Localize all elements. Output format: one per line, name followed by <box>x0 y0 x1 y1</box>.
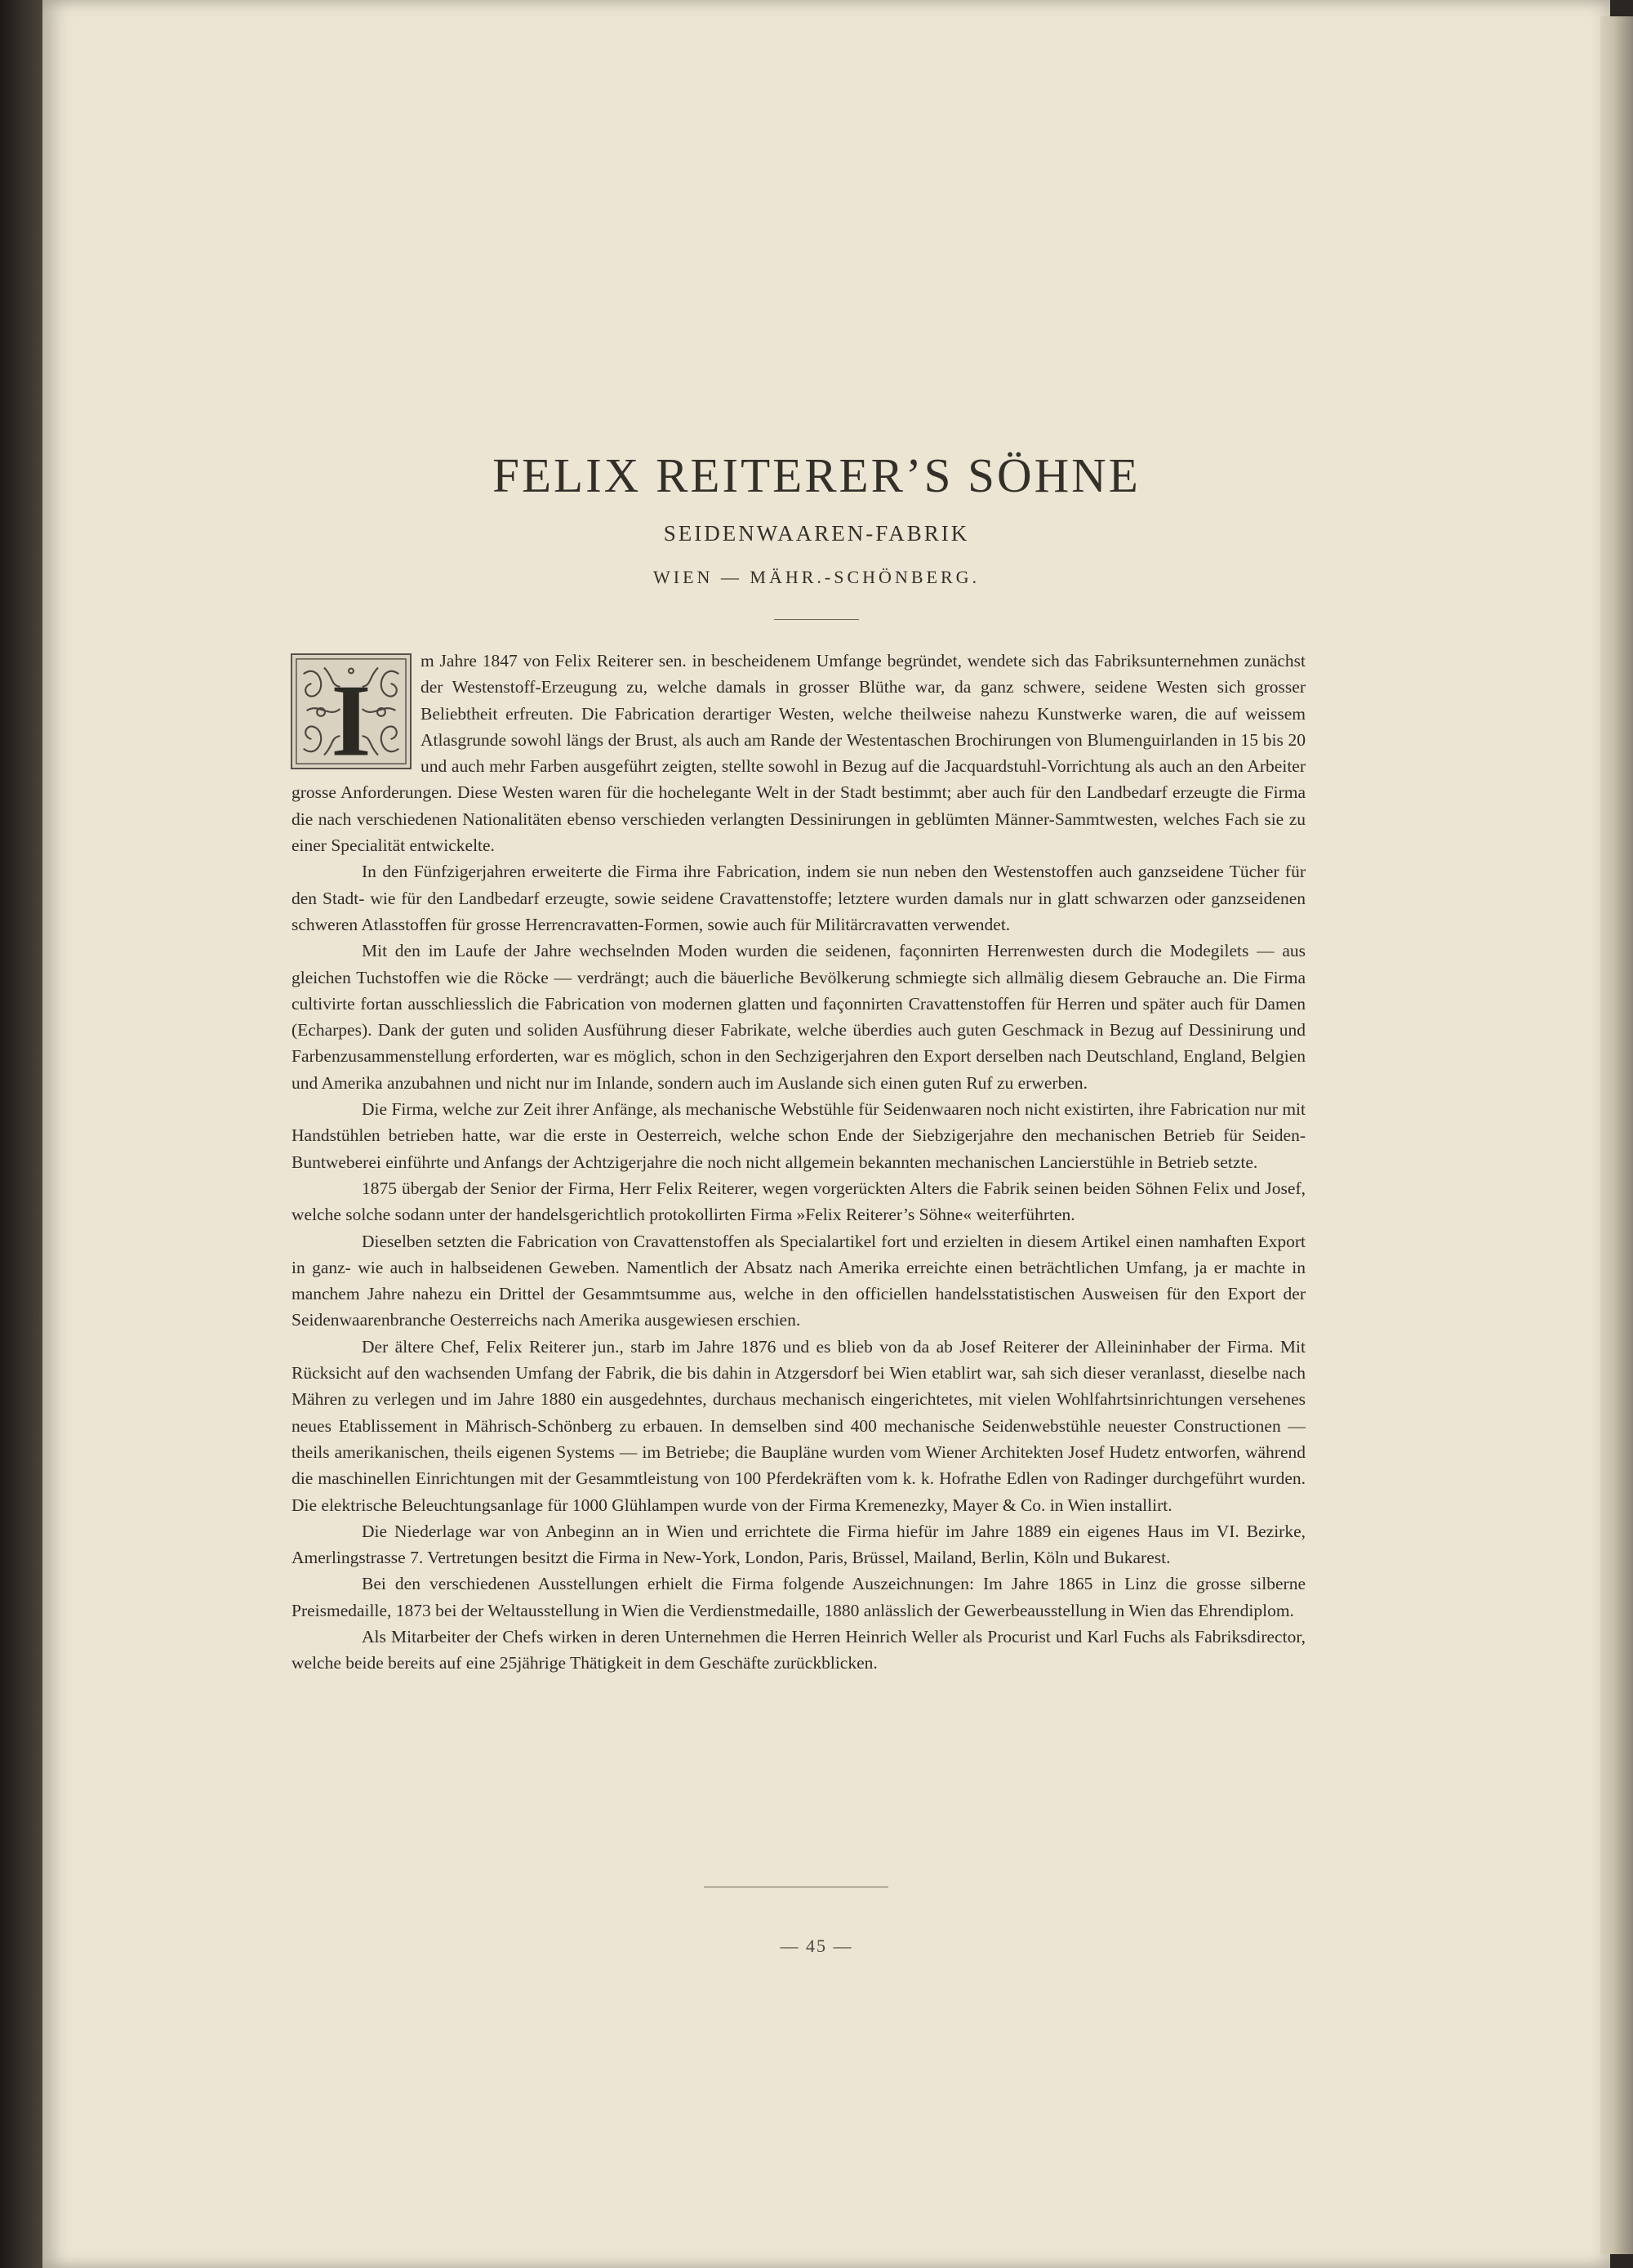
article-body <box>291 648 1306 1677</box>
paragraph-4: Die Firma, welche zur Zeit ihrer Anfänge, als mechanische Webstühle für Seidenwaaren noch nicht existirten, ihre Fabrication nur mit Handstühlen betrieben hatte, war die erste in Oesterreich, welche schon Ende der Siebzigerjahre den mechanischen Betrieb für Seiden-Buntweberei einführte und Anfangs der Achtzigerjahre die noch nicht allgemein bekannten mechanischen Lancierstühle in Betrieb setzte. <box>291 1099 1306 1172</box>
dropcap-space <box>291 648 416 774</box>
paragraph-8: Die Niederlage war von Anbeginn an in Wien und errichtete die Firma hiefür im Jahre 1889 ein eigenes Haus im VI. Bezirke, Amerlingstrasse 7. Vertretungen besitzt die Firma in New-York, London, Paris, Brüssel, Mailand, Berlin, Köln und Bukarest. <box>291 1521 1306 1568</box>
page-edge <box>1600 16 1633 2254</box>
page-title: FELIX REITERER’S SÖHNE <box>492 448 1141 502</box>
location-line: WIEN — MÄHR.-SCHÖNBERG. <box>653 567 980 587</box>
paragraph-3: Mit den im Laufe der Jahre wechselnden Moden wurden die seidenen, façonnirten Herrenwesten durch die Modegilets — aus gleichen Tuchstoffen wie die Röcke — verdrängt; auch die bäuerliche Bevölkerung schmiegte sich allmälig diesem Gebrauche an. Die Firma cultivirte fortan ausschliesslich die Fabrication von modernen glatten und façonnirten Cravattenstoffen für Herren und später auch für Damen (Echarpes). Dank der guten und soliden Ausführung dieser Fabrikate, welche überdies auch guten Geschmack in Bezug auf Dessinirung und Farbenzusammenstellung erforderten, war es möglich, schon in den Sechzigerjahren den Export derselben nach Deutschland, England, Belgien und Amerika anzubahnen und nicht nur im Inlande, sondern auch im Auslande sich einen guten Ruf zu erwerben. <box>291 941 1306 1093</box>
paragraph-6: Dieselben setzten die Fabrication von Cravattenstoffen als Specialartikel fort und erzielten in diesem Artikel einen namhaften Export in ganz- wie auch in halbseidenen Geweben. Namentlich der Absatz nach Amerika erreichte einen beträchtlichen Umfang, ja er machte in manchem Jahre nahezu ein Drittel der Gesammtsumme aus, welche in den officiellen handelsstatistischen Ausweisen für den Export der Seidenwaarenbranche Oesterreichs nach Amerika ausgewiesen erschien. <box>291 1231 1306 1330</box>
paragraph-7: Der ältere Chef, Felix Reiterer jun., starb im Jahre 1876 und es blieb von da ab Josef Reiterer der Alleininhaber der Firma. Mit Rücksicht auf den wachsenden Umfang der Fabrik, die bis dahin in Atzgersdorf bei Wien etablirt war, sah sich dieser veranlasst, dieselbe nach Mähren zu verlegen und im Jahre 1880 ein ausgedehntes, durchaus mechanisch eingerichtetes, mit vielen Wohlfahrtsinrichtungen versehenes neues Etablissement in Mährisch-Schönberg zu erbauen. In demselben sind 400 mechanische Seidenwebstühle neuester Constructionen — theils amerikanischen, theils eigenen Systems — im Betriebe; die Baupläne wurden vom Wiener Architekten Josef Hudetz entworfen, während die maschinellen Einrichtungen mit der Gesammtleistung von 100 Pferdekräften vom k. k. Hofrathe Edlen von Radinger durchgeführt wurden. Die elektrische Beleuchtungsanlage für 1000 Glühlampen wurde von der Firma Kremenezky, Mayer & Co. in Wien installirt. <box>291 1336 1306 1515</box>
book-spine <box>0 0 42 2268</box>
paragraph-5: 1875 übergab der Senior der Firma, Herr Felix Reiterer, wegen vorgerückten Alters die Fabrik seinen beiden Söhnen Felix und Josef, welche solche sodann unter der handelsgerichtlich protokollirten Firma »Felix Reiterer’s Söhne« weiterführten. <box>291 1178 1306 1225</box>
paragraph-1: m Jahre 1847 von Felix Reiterer sen. in bescheidenem Umfange begründet, wendete sich das Fabriksunternehmen zunächst der Westenstoff-Erzeugung zu, welche damals in grosser Blüthe war, da ganz schwere, seidene Westen sich grosser Beliebtheit erfreuten. Die Fabrication derartiger Westen, welche theilweise nahezu Kunstwerke waren, die auf weissem Atlasgrunde sowohl längs der Brust, als auch am Rande der Westentaschen Brochirungen von Blumenguirlanden in 15 bis 20 und auch mehr Farben ausgeführt zeigten, stellte sowohl in Bezug auf die Jacquardstuhl-Vorrichtung als auch an den Arbeiter grosse Anforderungen. Diese Westen waren für die hochelegante Welt in der Stadt bestimmt; aber auch für den Landbedarf erzeugte die Firma die nach verschiedenen Nationalitäten ebenso verschieden verlangten Dessinirungen in geblümten Männer-Sammtwesten, welches Fach sie zu einer Specialität entwickelte. <box>291 648 1306 858</box>
paragraph-9: Bei den verschiedenen Ausstellungen erhielt die Firma folgende Auszeichnungen: Im Jahre 1865 in Linz die grosse silberne Preismedaille, 1873 bei der Weltausstellung in Wien die Verdienstmedaille, 1880 anlässlich der Gewerbeausstellung in Wien das Ehrendiplom. <box>291 1574 1306 1620</box>
svg-text:I: I <box>331 663 372 768</box>
paragraph-10: Als Mitarbeiter der Chefs wirken in deren Unternehmen die Herren Heinrich Weller als Procurist und Karl Fuchs als Fabriksdirector, welche beide bereits auf eine 25jährige Thätigkeit in dem Geschäfte zurückblicken. <box>291 1626 1306 1673</box>
page-subtitle: SEIDENWAAREN-FABRIK <box>663 521 970 546</box>
title-divider <box>774 619 859 620</box>
paragraph-2: In den Fünfzigerjahren erweiterte die Firma ihre Fabrication, indem sie nun neben den Westenstoffen auch ganzseidene Tücher für den Stadt- wie für den Landbedarf erzeugte, sowie seidene Cravattenstoffe; letztere wurden damals nur in glatt schwarzen oder ganzseidenen schweren Atlasstoffen für grosse Herrencravatten-Formen, sowie auch für Militärcravatten verwendet. <box>291 862 1306 934</box>
page-number: — 45 — <box>780 1936 853 1956</box>
